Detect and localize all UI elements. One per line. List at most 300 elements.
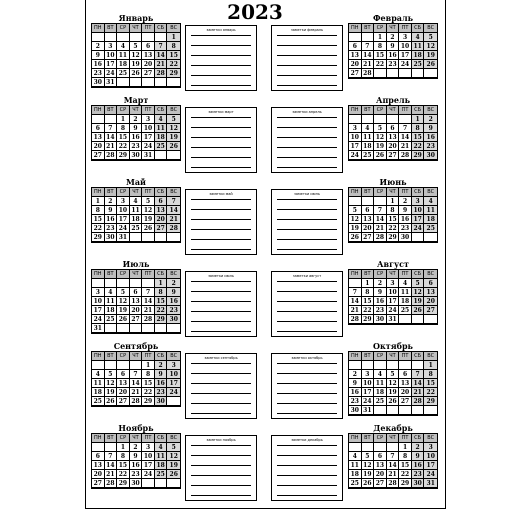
day-cell: 11 xyxy=(155,452,168,461)
day-cell: 27 xyxy=(92,479,105,488)
notes-title: заметки декабрь xyxy=(291,438,323,442)
day-cell: 1 xyxy=(374,33,387,42)
empty-cell xyxy=(412,233,425,242)
weekday-header: ВС xyxy=(424,270,437,279)
day-cell: 10 xyxy=(105,51,118,60)
note-line xyxy=(277,413,337,414)
empty-cell xyxy=(92,443,105,452)
day-cell: 27 xyxy=(130,315,143,324)
day-cell: 23 xyxy=(387,60,400,69)
month-grid xyxy=(91,187,181,243)
day-cell: 30 xyxy=(92,78,105,87)
notes-title: заметки апрель xyxy=(292,110,322,114)
weekday-header: ВТ xyxy=(362,270,375,279)
weekday-header: СБ xyxy=(155,24,168,33)
day-cell: 5 xyxy=(117,288,130,297)
day-cell: 25 xyxy=(117,69,130,78)
day-cell: 15 xyxy=(117,133,130,142)
weekday-header: ПТ xyxy=(142,24,155,33)
note-line xyxy=(191,475,251,476)
notes-title: заметки январь xyxy=(206,28,236,32)
note-line xyxy=(191,383,251,384)
day-cell: 9 xyxy=(130,452,143,461)
month-title: Апрель xyxy=(375,95,411,105)
day-cell: 16 xyxy=(349,388,362,397)
day-cell: 20 xyxy=(387,142,400,151)
weekday-header: ПТ xyxy=(399,352,412,361)
day-cell: 3 xyxy=(399,33,412,42)
month-title: Декабрь xyxy=(373,423,413,433)
notes-title: заметки май xyxy=(209,192,233,196)
day-cell: 6 xyxy=(155,197,168,206)
day-cell: 23 xyxy=(130,142,143,151)
empty-cell xyxy=(105,324,118,333)
day-cell: 29 xyxy=(362,315,375,324)
day-cell: 18 xyxy=(374,388,387,397)
weekday-header: ПТ xyxy=(142,352,155,361)
empty-cell xyxy=(92,115,105,124)
day-cell: 9 xyxy=(424,124,437,133)
weekday-header: ВТ xyxy=(362,434,375,443)
day-cell: 24 xyxy=(412,224,425,233)
day-cell: 27 xyxy=(362,233,375,242)
day-cell: 6 xyxy=(362,206,375,215)
empty-cell xyxy=(167,397,180,406)
month-grid xyxy=(91,351,181,407)
day-cell: 22 xyxy=(117,470,130,479)
weekday-header: ПТ xyxy=(399,188,412,197)
year-title: 2023 xyxy=(227,0,283,24)
empty-cell xyxy=(412,315,425,324)
day-cell: 25 xyxy=(155,470,168,479)
day-cell: 9 xyxy=(387,42,400,51)
day-cell: 19 xyxy=(424,51,437,60)
day-cell: 19 xyxy=(374,142,387,151)
day-cell: 30 xyxy=(374,315,387,324)
note-line xyxy=(277,157,337,158)
day-cell: 7 xyxy=(349,288,362,297)
empty-cell xyxy=(142,78,155,87)
note-line xyxy=(191,413,251,414)
day-cell: 4 xyxy=(399,279,412,288)
day-cell: 10 xyxy=(117,206,130,215)
empty-cell xyxy=(374,69,387,78)
weekday-header: ВС xyxy=(424,434,437,443)
day-cell: 22 xyxy=(374,60,387,69)
day-cell: 7 xyxy=(387,452,400,461)
day-cell: 25 xyxy=(155,142,168,151)
day-cell: 11 xyxy=(155,124,168,133)
day-cell: 28 xyxy=(130,397,143,406)
weekday-header: ВС xyxy=(167,352,180,361)
day-cell: 17 xyxy=(399,51,412,60)
day-cell: 7 xyxy=(374,206,387,215)
day-cell: 23 xyxy=(105,224,118,233)
notes-box xyxy=(271,25,343,91)
day-cell: 12 xyxy=(424,42,437,51)
weekday-header: СБ xyxy=(155,434,168,443)
day-cell: 24 xyxy=(142,470,155,479)
day-cell: 25 xyxy=(412,60,425,69)
day-cell: 27 xyxy=(387,151,400,160)
day-cell: 30 xyxy=(105,233,118,242)
note-line xyxy=(277,239,337,240)
day-cell: 25 xyxy=(92,397,105,406)
empty-cell xyxy=(130,279,143,288)
month-grid xyxy=(91,269,181,334)
day-cell: 6 xyxy=(399,370,412,379)
day-cell: 9 xyxy=(92,51,105,60)
day-cell: 10 xyxy=(142,452,155,461)
day-cell: 25 xyxy=(349,479,362,488)
day-cell: 28 xyxy=(105,151,118,160)
note-line xyxy=(277,301,337,302)
day-cell: 1 xyxy=(167,33,180,42)
note-line xyxy=(277,35,337,36)
empty-cell xyxy=(374,361,387,370)
day-cell: 23 xyxy=(374,306,387,315)
day-cell: 28 xyxy=(142,315,155,324)
day-cell: 7 xyxy=(155,42,168,51)
empty-cell xyxy=(167,233,180,242)
day-cell: 10 xyxy=(387,288,400,297)
day-cell: 8 xyxy=(399,452,412,461)
day-cell: 18 xyxy=(349,470,362,479)
day-cell: 3 xyxy=(142,443,155,452)
note-line xyxy=(191,209,251,210)
day-cell: 19 xyxy=(130,60,143,69)
empty-cell xyxy=(142,279,155,288)
day-cell: 25 xyxy=(399,306,412,315)
day-cell: 8 xyxy=(142,370,155,379)
day-cell: 19 xyxy=(167,461,180,470)
day-cell: 2 xyxy=(412,443,425,452)
day-cell: 24 xyxy=(349,151,362,160)
weekday-header: ВС xyxy=(167,434,180,443)
month-title: Январь xyxy=(118,13,154,23)
empty-cell xyxy=(387,443,400,452)
note-line xyxy=(277,445,337,446)
note-line xyxy=(277,311,337,312)
day-cell: 12 xyxy=(117,297,130,306)
weekday-header: ПТ xyxy=(399,24,412,33)
day-cell: 22 xyxy=(424,388,437,397)
day-cell: 14 xyxy=(167,206,180,215)
day-cell: 21 xyxy=(362,60,375,69)
empty-cell xyxy=(374,197,387,206)
day-cell: 5 xyxy=(387,370,400,379)
day-cell: 9 xyxy=(399,206,412,215)
day-cell: 12 xyxy=(412,288,425,297)
day-cell: 26 xyxy=(349,233,362,242)
notes-title: заметки ноябрь xyxy=(206,438,236,442)
note-line xyxy=(191,311,251,312)
day-cell: 1 xyxy=(117,443,130,452)
day-cell: 29 xyxy=(155,315,168,324)
day-cell: 22 xyxy=(155,306,168,315)
day-cell: 18 xyxy=(117,60,130,69)
empty-cell xyxy=(424,233,437,242)
day-cell: 22 xyxy=(167,60,180,69)
day-cell: 17 xyxy=(117,215,130,224)
day-cell: 31 xyxy=(362,406,375,415)
note-line xyxy=(191,55,251,56)
day-cell: 11 xyxy=(362,133,375,142)
weekday-header: СР xyxy=(117,24,130,33)
day-cell: 3 xyxy=(387,279,400,288)
note-line xyxy=(277,249,337,250)
empty-cell xyxy=(155,33,168,42)
weekday-header: ПН xyxy=(92,270,105,279)
day-cell: 14 xyxy=(387,461,400,470)
day-cell: 23 xyxy=(424,142,437,151)
day-cell: 29 xyxy=(412,151,425,160)
day-cell: 28 xyxy=(399,151,412,160)
note-line xyxy=(191,75,251,76)
day-cell: 21 xyxy=(399,142,412,151)
day-cell: 15 xyxy=(362,297,375,306)
month-grid xyxy=(348,187,438,243)
day-cell: 3 xyxy=(349,124,362,133)
day-cell: 10 xyxy=(92,297,105,306)
day-cell: 16 xyxy=(412,461,425,470)
month-grid xyxy=(91,23,181,88)
note-line xyxy=(277,209,337,210)
day-cell: 12 xyxy=(105,379,118,388)
day-cell: 4 xyxy=(105,288,118,297)
weekday-header: СР xyxy=(374,106,387,115)
day-cell: 3 xyxy=(117,197,130,206)
day-cell: 16 xyxy=(92,60,105,69)
day-cell: 20 xyxy=(374,470,387,479)
note-line xyxy=(277,127,337,128)
note-line xyxy=(277,229,337,230)
weekday-header: ВТ xyxy=(105,434,118,443)
day-cell: 5 xyxy=(424,33,437,42)
empty-cell xyxy=(424,406,437,415)
note-line xyxy=(277,167,337,168)
day-cell: 26 xyxy=(387,397,400,406)
empty-cell xyxy=(130,324,143,333)
day-cell: 3 xyxy=(167,361,180,370)
day-cell: 30 xyxy=(155,397,168,406)
day-cell: 28 xyxy=(349,315,362,324)
empty-cell xyxy=(362,115,375,124)
day-cell: 30 xyxy=(130,479,143,488)
day-cell: 1 xyxy=(155,279,168,288)
day-cell: 3 xyxy=(412,197,425,206)
day-cell: 13 xyxy=(362,215,375,224)
day-cell: 26 xyxy=(412,306,425,315)
day-cell: 15 xyxy=(387,215,400,224)
note-line xyxy=(191,495,251,496)
day-cell: 4 xyxy=(155,443,168,452)
empty-cell xyxy=(349,197,362,206)
note-line xyxy=(191,35,251,36)
day-cell: 28 xyxy=(155,69,168,78)
day-cell: 2 xyxy=(349,370,362,379)
weekday-header: ПН xyxy=(92,106,105,115)
day-cell: 17 xyxy=(105,60,118,69)
empty-cell xyxy=(399,406,412,415)
empty-cell xyxy=(349,443,362,452)
notes-box xyxy=(271,189,343,255)
day-cell: 17 xyxy=(167,379,180,388)
day-cell: 25 xyxy=(374,397,387,406)
note-line xyxy=(277,465,337,466)
day-cell: 20 xyxy=(399,388,412,397)
weekday-header: ВТ xyxy=(105,106,118,115)
day-cell: 21 xyxy=(105,470,118,479)
day-cell: 17 xyxy=(424,461,437,470)
note-line xyxy=(191,239,251,240)
day-cell: 23 xyxy=(130,470,143,479)
day-cell: 27 xyxy=(155,224,168,233)
day-cell: 7 xyxy=(167,197,180,206)
day-cell: 4 xyxy=(374,370,387,379)
empty-cell xyxy=(117,279,130,288)
note-line xyxy=(191,373,251,374)
month-title: Ноябрь xyxy=(118,423,154,433)
day-cell: 28 xyxy=(362,69,375,78)
day-cell: 9 xyxy=(374,288,387,297)
day-cell: 25 xyxy=(130,224,143,233)
day-cell: 21 xyxy=(374,224,387,233)
empty-cell xyxy=(105,33,118,42)
day-cell: 22 xyxy=(142,388,155,397)
day-cell: 1 xyxy=(92,197,105,206)
day-cell: 18 xyxy=(362,142,375,151)
empty-cell xyxy=(374,443,387,452)
day-cell: 30 xyxy=(130,151,143,160)
weekday-header: ВС xyxy=(424,106,437,115)
note-line xyxy=(191,219,251,220)
weekday-header: ПН xyxy=(92,24,105,33)
day-cell: 16 xyxy=(387,51,400,60)
empty-cell xyxy=(349,279,362,288)
day-cell: 11 xyxy=(349,461,362,470)
weekday-header: СБ xyxy=(412,24,425,33)
day-cell: 8 xyxy=(117,124,130,133)
empty-cell xyxy=(167,479,180,488)
note-line xyxy=(191,85,251,86)
day-cell: 8 xyxy=(117,452,130,461)
day-cell: 8 xyxy=(362,288,375,297)
weekday-header: СР xyxy=(374,434,387,443)
day-cell: 2 xyxy=(155,361,168,370)
day-cell: 7 xyxy=(399,124,412,133)
note-line xyxy=(191,167,251,168)
month-grid xyxy=(91,433,181,489)
note-line xyxy=(191,199,251,200)
day-cell: 21 xyxy=(167,215,180,224)
day-cell: 5 xyxy=(349,206,362,215)
note-line xyxy=(277,199,337,200)
day-cell: 24 xyxy=(167,388,180,397)
empty-cell xyxy=(399,315,412,324)
day-cell: 18 xyxy=(105,306,118,315)
day-cell: 22 xyxy=(362,306,375,315)
weekday-header: СБ xyxy=(412,352,425,361)
day-cell: 26 xyxy=(374,151,387,160)
day-cell: 28 xyxy=(412,397,425,406)
day-cell: 6 xyxy=(92,452,105,461)
month-title: Июль xyxy=(122,259,150,269)
day-cell: 29 xyxy=(424,397,437,406)
weekday-header: ЧТ xyxy=(130,24,143,33)
note-line xyxy=(277,45,337,46)
note-line xyxy=(191,127,251,128)
empty-cell xyxy=(387,406,400,415)
day-cell: 15 xyxy=(399,461,412,470)
empty-cell xyxy=(142,479,155,488)
empty-cell xyxy=(117,33,130,42)
day-cell: 31 xyxy=(105,78,118,87)
weekday-header: ПН xyxy=(349,24,362,33)
weekday-header: СР xyxy=(117,270,130,279)
notes-title: заметки июнь xyxy=(294,192,320,196)
weekday-header: ЧТ xyxy=(387,270,400,279)
day-cell: 21 xyxy=(155,60,168,69)
day-cell: 22 xyxy=(387,224,400,233)
day-cell: 5 xyxy=(362,452,375,461)
day-cell: 6 xyxy=(117,370,130,379)
day-cell: 11 xyxy=(105,297,118,306)
note-line xyxy=(277,65,337,66)
day-cell: 3 xyxy=(362,370,375,379)
weekday-header: ПН xyxy=(349,270,362,279)
empty-cell xyxy=(117,78,130,87)
day-cell: 14 xyxy=(105,461,118,470)
day-cell: 24 xyxy=(117,224,130,233)
note-line xyxy=(277,403,337,404)
day-cell: 11 xyxy=(117,51,130,60)
day-cell: 8 xyxy=(374,42,387,51)
day-cell: 28 xyxy=(374,233,387,242)
month-grid xyxy=(348,351,438,416)
day-cell: 1 xyxy=(412,115,425,124)
day-cell: 8 xyxy=(412,124,425,133)
empty-cell xyxy=(130,361,143,370)
day-cell: 28 xyxy=(387,479,400,488)
day-cell: 29 xyxy=(167,69,180,78)
day-cell: 20 xyxy=(349,60,362,69)
day-cell: 5 xyxy=(167,115,180,124)
day-cell: 4 xyxy=(362,124,375,133)
note-line xyxy=(277,219,337,220)
day-cell: 29 xyxy=(92,233,105,242)
month-calendar xyxy=(91,341,181,407)
day-cell: 4 xyxy=(92,370,105,379)
day-cell: 29 xyxy=(387,233,400,242)
day-cell: 11 xyxy=(424,206,437,215)
day-cell: 30 xyxy=(412,479,425,488)
day-cell: 15 xyxy=(155,297,168,306)
day-cell: 11 xyxy=(374,379,387,388)
day-cell: 1 xyxy=(399,443,412,452)
day-cell: 27 xyxy=(92,151,105,160)
day-cell: 18 xyxy=(155,461,168,470)
note-line xyxy=(277,291,337,292)
note-line xyxy=(191,465,251,466)
day-cell: 2 xyxy=(130,115,143,124)
day-cell: 22 xyxy=(412,142,425,151)
notes-title: заметки октябрь xyxy=(291,356,323,360)
note-line xyxy=(191,117,251,118)
day-cell: 7 xyxy=(105,124,118,133)
day-cell: 6 xyxy=(387,124,400,133)
day-cell: 29 xyxy=(117,479,130,488)
